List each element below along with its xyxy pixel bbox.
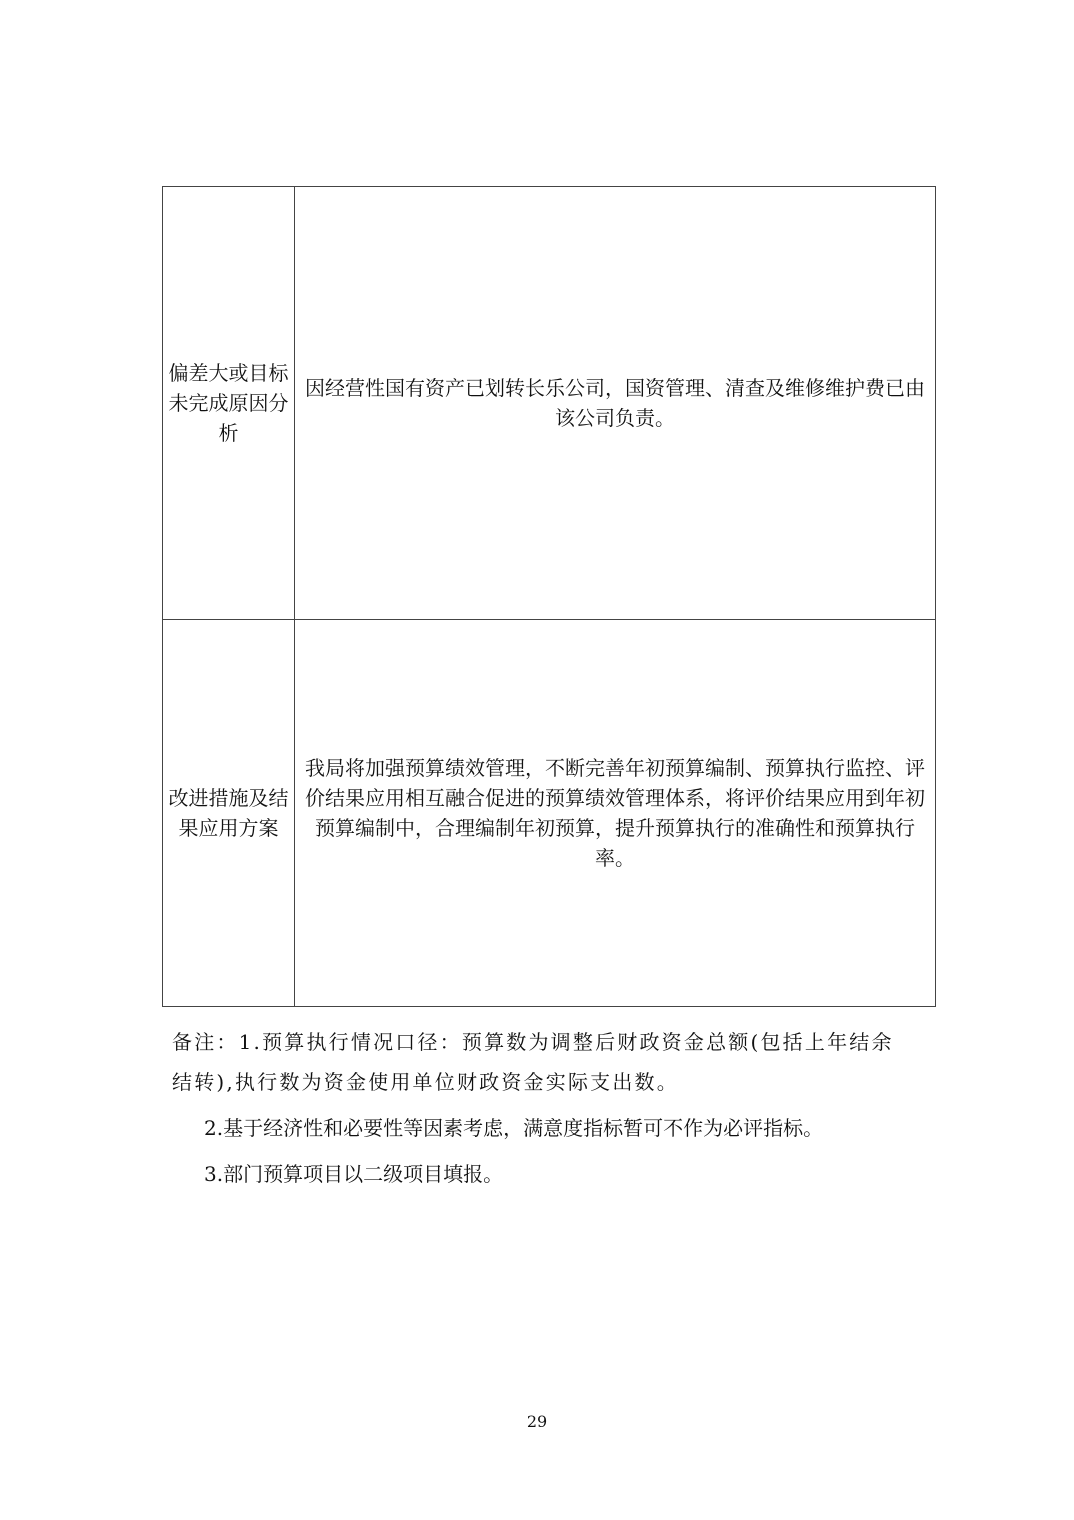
table-row — [163, 187, 936, 620]
remark-note-3: 3.部门预算项目以二级项目填报。 — [204, 1162, 504, 1186]
deviation-analysis-label: 偏差大或目标未完成原因分析 — [168, 361, 289, 445]
page-number: 29 — [526, 1412, 548, 1431]
table-row — [163, 620, 936, 1007]
performance-evaluation-table — [162, 186, 936, 1007]
deviation-analysis-text: 因经营性国有资产已划转长乐公司，国资管理、清查及维修维护费已由该公司负责。 — [305, 376, 925, 430]
remarks-section — [172, 1022, 912, 1194]
improvement-plan-label: 改进措施及结果应用方案 — [168, 786, 289, 840]
row-content-cell — [295, 187, 936, 620]
remark-note-2: 2.基于经济性和必要性等因素考虑，满意度指标暂可不作为必评指标。 — [204, 1116, 824, 1140]
remark-note-1: 备注：1.预算执行情况口径：预算数为调整后财政资金总额(包括上年结余结转),执行数为资金使用单位财政资金实际支出数。 — [172, 1030, 894, 1094]
improvement-plan-text: 我局将加强预算绩效管理，不断完善年初预算编制、预算执行监控、评价结果应用相互融合促进的预算绩效管理体系，将评价结果应用到年初预算编制中，合理编制年初预算，提升预算执行的准确性和预算执行率。 — [305, 756, 925, 870]
row-label-cell — [163, 620, 295, 1007]
row-label-cell — [163, 187, 295, 620]
row-content-cell — [295, 620, 936, 1007]
